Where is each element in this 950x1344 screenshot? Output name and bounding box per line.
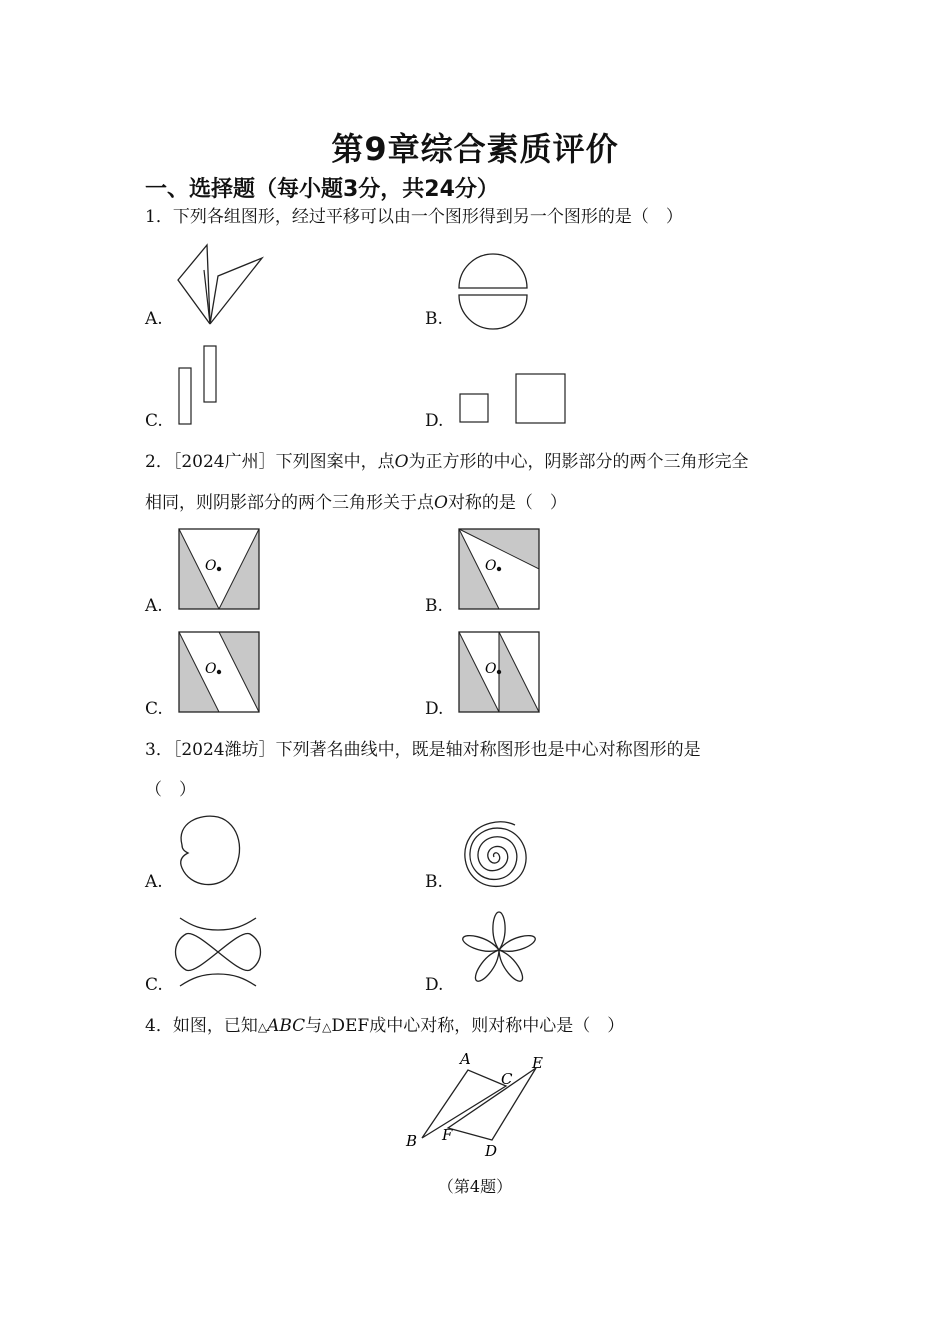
q2-b-o-label: O	[485, 558, 497, 574]
q4-triangle-abc: ABC	[267, 1016, 306, 1036]
q2-option-a-label: A.	[145, 596, 163, 616]
q2-option-a-figure	[178, 528, 262, 610]
q2-d-o-label: O	[485, 661, 497, 677]
q2-line1-suffix: 为正方形的中心，阴影部分的两个三角形完全	[408, 452, 749, 472]
q4-triangle-symbol-1: △	[257, 1020, 268, 1034]
q2-option-b-label: B.	[425, 596, 443, 616]
q2-option-d-label: D.	[425, 699, 444, 719]
q1-option-c-label: C.	[145, 411, 163, 431]
q2-a-o-label: O	[205, 558, 217, 574]
q4-label-b: B	[406, 1132, 418, 1150]
q2-option-c-figure	[178, 631, 262, 715]
q2-point-o: O	[394, 452, 409, 472]
q4-figure-caption: （第4题）	[437, 1177, 513, 1196]
q3-option-d-figure	[455, 908, 555, 998]
q1-option-b-label: B.	[425, 309, 443, 329]
question-4-text	[145, 1014, 624, 1039]
q1-option-c-figure	[175, 342, 225, 427]
q1-option-d-label: D.	[425, 411, 444, 431]
q2-option-c-label: C.	[145, 699, 163, 719]
q2-c-o-label: O	[205, 661, 217, 677]
q3-option-a-label: A.	[145, 872, 163, 892]
q2-point-o-2: O	[434, 493, 448, 513]
q4-label-e: E	[532, 1054, 543, 1072]
q4-triangle-symbol-2: △	[322, 1020, 332, 1034]
q1-option-d-figure	[455, 370, 570, 430]
q1-option-b-figure	[455, 255, 535, 330]
q4-label-c: C	[501, 1070, 513, 1088]
question-3-line-2: （ ）	[145, 780, 196, 800]
question-3-line-1: 3．［2024潍坊］下列著名曲线中，既是轴对称图形也是中心对称图形的是	[145, 740, 701, 760]
q2-option-b-figure	[458, 528, 542, 610]
page-title: 第9章综合素质评价	[331, 130, 619, 168]
q3-option-a-figure	[170, 813, 250, 893]
q3-option-c-label: C.	[145, 975, 163, 995]
q3-option-d-label: D.	[425, 975, 444, 995]
q2-line2-prefix: 相同，则阴影部分的两个三角形关于点	[145, 493, 434, 513]
q4-label-d: D	[485, 1142, 498, 1160]
q4-prefix: 4．如图，已知	[145, 1016, 258, 1036]
q3-option-c-figure	[170, 912, 270, 992]
section-heading: 一、选择题（每小题3分，共24分）	[145, 177, 499, 202]
question-1-text: 1．下列各组图形，经过平移可以由一个图形得到另一个图形的是（ ）	[145, 207, 683, 227]
question-2-line-2	[145, 491, 567, 515]
q4-triangle-def: DEF	[331, 1016, 370, 1036]
q4-label-a: A	[460, 1050, 471, 1068]
q2-option-d-figure	[458, 631, 542, 715]
q4-label-f: F	[442, 1126, 453, 1144]
q2-line2-suffix: 对称的是（ ）	[447, 493, 567, 513]
q4-figure	[400, 1048, 560, 1163]
q4-mid: 与	[305, 1016, 323, 1036]
q1-option-a-figure	[170, 240, 270, 330]
q1-option-a-label: A.	[145, 309, 163, 329]
q3-option-b-label: B.	[425, 872, 443, 892]
q4-suffix: 成中心对称，则对称中心是（ ）	[369, 1016, 625, 1036]
q3-option-b-figure	[455, 815, 535, 895]
question-2-line-1	[145, 450, 749, 474]
q2-line1-prefix: 2．［2024广州］下列图案中，点	[145, 452, 395, 472]
